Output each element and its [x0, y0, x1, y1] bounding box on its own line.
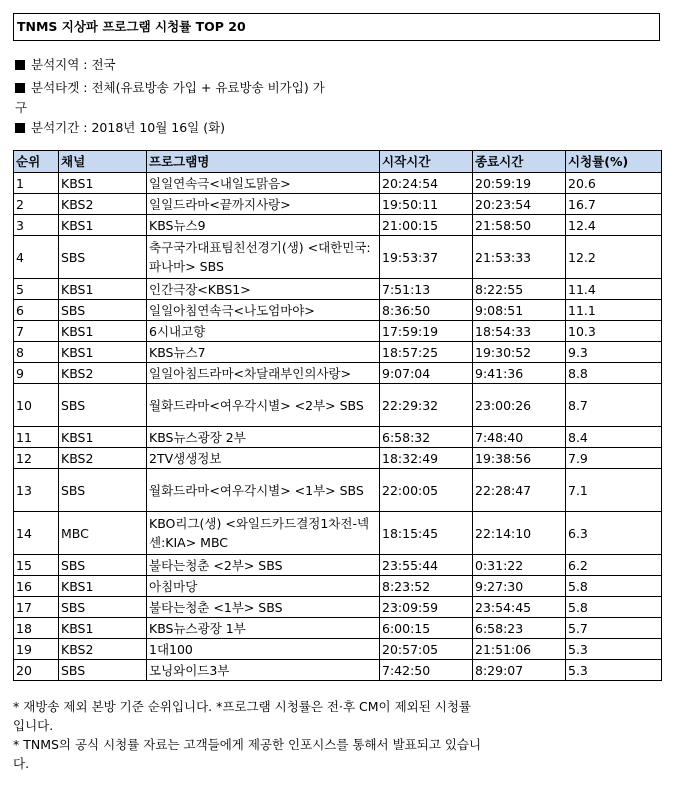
rating-cell: 16.7	[566, 194, 662, 215]
rating-cell: 20.6	[566, 173, 662, 194]
rating-cell: 11.4	[566, 279, 662, 300]
rating-cell: 8.8	[566, 363, 662, 384]
rating-cell: 5.3	[566, 660, 662, 681]
start-time-cell: 17:59:19	[380, 321, 473, 342]
footnotes	[13, 697, 483, 773]
program-cell: 일일아침연속극<나도엄마야>	[147, 300, 380, 321]
program-cell: 2TV생생정보	[147, 448, 380, 469]
header-start-time: 시작시간	[380, 151, 473, 173]
rank-cell: 2	[14, 194, 59, 215]
table-row	[14, 279, 662, 300]
header-rating: 시청률(%)	[566, 151, 662, 173]
table-row	[14, 194, 662, 215]
start-time-cell: 9:07:04	[380, 363, 473, 384]
rating-cell: 5.8	[566, 576, 662, 597]
program-cell: 6시내고향	[147, 321, 380, 342]
rating-cell: 8.7	[566, 384, 662, 427]
channel-cell: SBS	[59, 469, 147, 512]
program-cell: 월화드라마<여우각시별> <1부> SBS	[147, 469, 380, 512]
end-time-cell: 21:51:06	[473, 639, 566, 660]
channel-cell: KBS1	[59, 279, 147, 300]
channel-cell: KBS1	[59, 427, 147, 448]
start-time-cell: 20:57:05	[380, 639, 473, 660]
program-cell: 아침마당	[147, 576, 380, 597]
end-time-cell: 23:54:45	[473, 597, 566, 618]
rank-cell: 10	[14, 384, 59, 427]
table-row	[14, 427, 662, 448]
rank-cell: 1	[14, 173, 59, 194]
end-time-cell: 20:23:54	[473, 194, 566, 215]
program-cell: 월화드라마<여우각시별> <2부> SBS	[147, 384, 380, 427]
rank-cell: 9	[14, 363, 59, 384]
end-time-cell: 8:29:07	[473, 660, 566, 681]
rating-cell: 11.1	[566, 300, 662, 321]
end-time-cell: 20:59:19	[473, 173, 566, 194]
rating-cell: 12.4	[566, 215, 662, 236]
table-row	[14, 448, 662, 469]
start-time-cell: 18:57:25	[380, 342, 473, 363]
rating-cell: 5.7	[566, 618, 662, 639]
table-row	[14, 469, 662, 512]
meta-region	[15, 55, 116, 75]
rating-cell: 5.8	[566, 597, 662, 618]
start-time-cell: 6:00:15	[380, 618, 473, 639]
end-time-cell: 8:22:55	[473, 279, 566, 300]
rating-cell: 7.1	[566, 469, 662, 512]
table-row	[14, 236, 662, 279]
meta-period	[15, 118, 225, 138]
rank-cell: 18	[14, 618, 59, 639]
start-time-cell: 21:00:15	[380, 215, 473, 236]
table-row	[14, 512, 662, 555]
rank-cell: 8	[14, 342, 59, 363]
rank-cell: 3	[14, 215, 59, 236]
channel-cell: SBS	[59, 660, 147, 681]
rank-cell: 4	[14, 236, 59, 279]
program-cell: KBO리그(생) <와일드카드결정1차전-넥센:KIA> MBC	[147, 512, 380, 555]
rank-cell: 19	[14, 639, 59, 660]
table-row	[14, 321, 662, 342]
rank-cell: 14	[14, 512, 59, 555]
start-time-cell: 7:42:50	[380, 660, 473, 681]
rating-cell: 6.3	[566, 512, 662, 555]
meta-period-text: 분석기간 : 2018년 10월 16일 (화)	[31, 120, 226, 135]
program-cell: KBS뉴스광장 2부	[147, 427, 380, 448]
rating-cell: 6.2	[566, 555, 662, 576]
rank-cell: 11	[14, 427, 59, 448]
header-channel: 채널	[59, 151, 147, 173]
table-header-row	[14, 151, 662, 173]
channel-cell: SBS	[59, 597, 147, 618]
channel-cell: KBS2	[59, 194, 147, 215]
meta-target-text: 분석타겟 : 전체(유료방송 가입 + 유료방송 비가입) 가	[31, 80, 325, 95]
rating-cell: 7.9	[566, 448, 662, 469]
header-rank: 순위	[14, 151, 59, 173]
channel-cell: KBS1	[59, 173, 147, 194]
end-time-cell: 23:00:26	[473, 384, 566, 427]
rank-cell: 15	[14, 555, 59, 576]
channel-cell: KBS1	[59, 342, 147, 363]
channel-cell: KBS1	[59, 618, 147, 639]
program-cell: 축구국가대표팀친선경기(생) <대한민국:파나마> SBS	[147, 236, 380, 279]
end-time-cell: 9:08:51	[473, 300, 566, 321]
rank-cell: 20	[14, 660, 59, 681]
program-cell: 불타는청춘 <2부> SBS	[147, 555, 380, 576]
start-time-cell: 18:32:49	[380, 448, 473, 469]
start-time-cell: 7:51:13	[380, 279, 473, 300]
program-cell: 모닝와이드3부	[147, 660, 380, 681]
square-bullet-icon	[15, 60, 25, 70]
header-program: 프로그램명	[147, 151, 380, 173]
table-row	[14, 173, 662, 194]
footnote-1: * 재방송 제외 본방 기준 순위입니다. *프로그램 시청률은 전·후 CM이 제외된 시청률입니다.	[13, 699, 471, 733]
start-time-cell: 19:50:11	[380, 194, 473, 215]
start-time-cell: 8:23:52	[380, 576, 473, 597]
channel-cell: KBS2	[59, 363, 147, 384]
end-time-cell: 0:31:22	[473, 555, 566, 576]
rank-cell: 5	[14, 279, 59, 300]
channel-cell: SBS	[59, 384, 147, 427]
program-cell: 인간극장<KBS1>	[147, 279, 380, 300]
channel-cell: SBS	[59, 236, 147, 279]
program-cell: KBS뉴스9	[147, 215, 380, 236]
table-row	[14, 363, 662, 384]
table-row	[14, 639, 662, 660]
channel-cell: SBS	[59, 555, 147, 576]
start-time-cell: 20:24:54	[380, 173, 473, 194]
rating-cell: 5.3	[566, 639, 662, 660]
end-time-cell: 18:54:33	[473, 321, 566, 342]
rating-cell: 10.3	[566, 321, 662, 342]
program-cell: 일일드라마<끝까지사랑>	[147, 194, 380, 215]
end-time-cell: 19:30:52	[473, 342, 566, 363]
meta-region-text: 분석지역 : 전국	[31, 57, 116, 72]
channel-cell: KBS2	[59, 639, 147, 660]
program-cell: 1대100	[147, 639, 380, 660]
program-cell: 일일아침드라마<차달래부인의사랑>	[147, 363, 380, 384]
rank-cell: 12	[14, 448, 59, 469]
program-cell: KBS뉴스광장 1부	[147, 618, 380, 639]
table-row	[14, 384, 662, 427]
start-time-cell: 19:53:37	[380, 236, 473, 279]
table-row	[14, 300, 662, 321]
end-time-cell: 21:58:50	[473, 215, 566, 236]
rating-cell: 8.4	[566, 427, 662, 448]
rank-cell: 6	[14, 300, 59, 321]
end-time-cell: 9:27:30	[473, 576, 566, 597]
header-end-time: 종료시간	[473, 151, 566, 173]
rank-cell: 16	[14, 576, 59, 597]
channel-cell: KBS1	[59, 321, 147, 342]
end-time-cell: 22:28:47	[473, 469, 566, 512]
rank-cell: 7	[14, 321, 59, 342]
start-time-cell: 23:55:44	[380, 555, 473, 576]
channel-cell: KBS1	[59, 576, 147, 597]
meta-target	[15, 78, 325, 98]
program-cell: KBS뉴스7	[147, 342, 380, 363]
start-time-cell: 18:15:45	[380, 512, 473, 555]
rank-cell: 17	[14, 597, 59, 618]
end-time-cell: 19:38:56	[473, 448, 566, 469]
channel-cell: KBS2	[59, 448, 147, 469]
program-cell: 불타는청춘 <1부> SBS	[147, 597, 380, 618]
footnote-2: * TNMS의 공식 시청률 자료는 고객들에게 제공한 인포시스를 통해서 발표되고 있습니다.	[13, 737, 482, 771]
channel-cell: SBS	[59, 300, 147, 321]
rank-cell: 13	[14, 469, 59, 512]
table-row	[14, 555, 662, 576]
end-time-cell: 6:58:23	[473, 618, 566, 639]
rating-cell: 9.3	[566, 342, 662, 363]
channel-cell: KBS1	[59, 215, 147, 236]
table-row	[14, 660, 662, 681]
report-title: TNMS 지상파 프로그램 시청률 TOP 20	[13, 13, 660, 41]
rating-cell: 12.2	[566, 236, 662, 279]
table-row	[14, 342, 662, 363]
square-bullet-icon	[15, 123, 25, 133]
end-time-cell: 21:53:33	[473, 236, 566, 279]
start-time-cell: 22:00:05	[380, 469, 473, 512]
end-time-cell: 7:48:40	[473, 427, 566, 448]
start-time-cell: 22:29:32	[380, 384, 473, 427]
table-row	[14, 618, 662, 639]
square-bullet-icon	[15, 83, 25, 93]
table-row	[14, 597, 662, 618]
end-time-cell: 22:14:10	[473, 512, 566, 555]
meta-target-wrap: 구	[15, 100, 28, 115]
start-time-cell: 23:09:59	[380, 597, 473, 618]
channel-cell: MBC	[59, 512, 147, 555]
table-row	[14, 576, 662, 597]
table-row	[14, 215, 662, 236]
start-time-cell: 8:36:50	[380, 300, 473, 321]
end-time-cell: 9:41:36	[473, 363, 566, 384]
ratings-table	[13, 150, 662, 681]
program-cell: 일일연속극<내일도맑음>	[147, 173, 380, 194]
start-time-cell: 6:58:32	[380, 427, 473, 448]
